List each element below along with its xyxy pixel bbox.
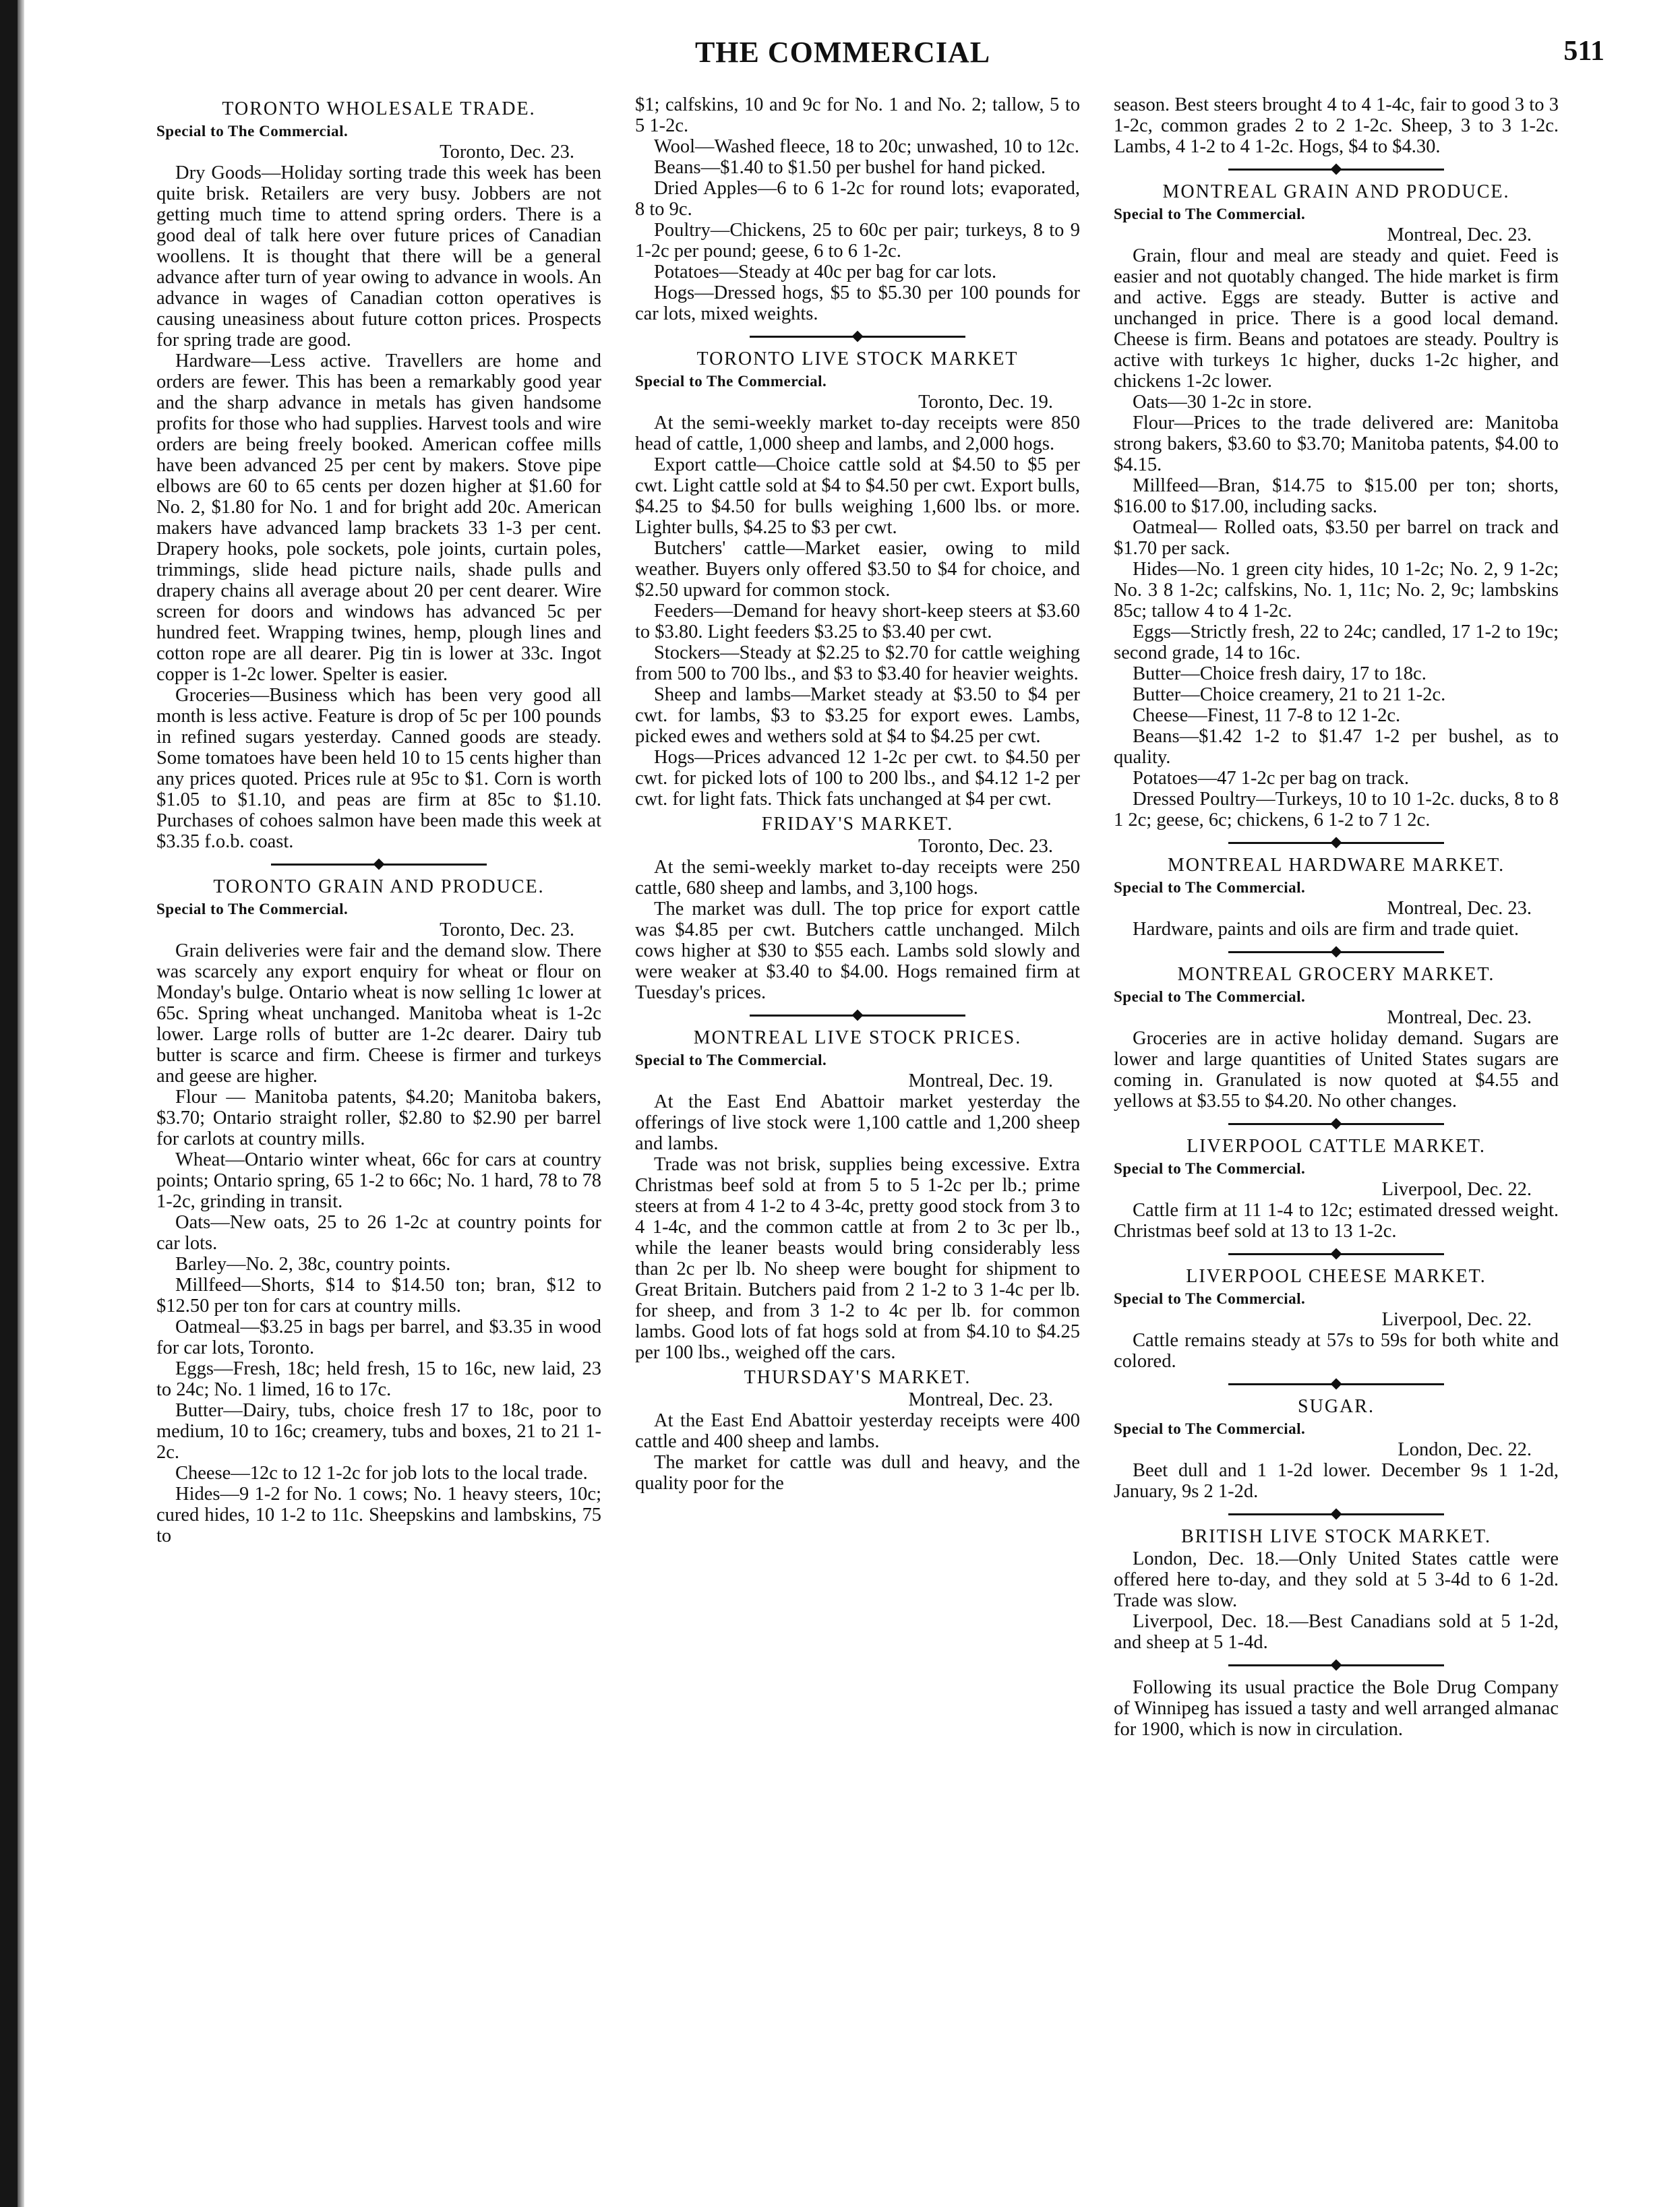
dateline: London, Dec. 22. (1398, 1439, 1532, 1460)
section-divider (635, 1008, 1080, 1022)
scan-border (0, 0, 18, 2207)
dateline: Montreal, Dec. 19. (908, 1070, 1053, 1091)
paragraph: Export cattle—Choice cattle sold at $4.50 to $5 per cwt. Light cattle sold at $4 to $4.50 per cwt. Export bulls, $4.25 to $4.50 for bulls weighing 1,600 lbs. or more. Lighter bulls, $4.25 to $3 per cwt. (635, 454, 1080, 538)
section-heading: MONTREAL GRAIN AND PRODUCE. (1162, 181, 1510, 202)
paragraph: At the East End Abattoir market yesterday the offerings of live stock were 1,100 cattle and 1,200 sheep and lambs. (635, 1091, 1080, 1154)
paragraph: Liverpool, Dec. 18.—Best Canadians sold at 5 1-2d, and sheep at 5 1-4d. (1114, 1611, 1559, 1653)
paragraph: Hardware—Less active. Travellers are home and orders are fewer. This has been a remarkably good year and the sharp advance in metals has given handsome profits for those who had supplies. Harvest tools and wire orders are being freely booked. American coffee mills have been advanced 25 per cent by makers. Stove pipe elbows are 60 to 65 cents per dozen higher at $1.60 for No. 2, $1.80 for No. 1 and for bright add 20c. American makers have advanced lamp brackets 33 1-3 per cent. Drapery hooks, pole sockets, pole joints, curtain poles, trimmings, slide head picture nails, shade pulls and drapery chains all average about 20 per cent dearer. Wire screen for doors and windows has advanced 5c per hundred feet. Wrapping twines, hemp, plough lines and cotton rope are all dearer. Pig tin is lower at 33c. Ingot copper is 1-2c lower. Spelter is easier. (156, 351, 601, 685)
section-heading: LIVERPOOL CATTLE MARKET. (1187, 1136, 1486, 1157)
section-heading: TORONTO WHOLESALE TRADE. (222, 98, 536, 119)
paragraph: Millfeed—Bran, $14.75 to $15.00 per ton; shorts, $16.00 to $17.00, including sacks. (1114, 475, 1559, 517)
page-header (81, 27, 1604, 74)
paragraph: Beans—$1.40 to $1.50 per bushel for hand picked. (654, 157, 1046, 178)
section-divider (635, 330, 1080, 343)
paragraph: Oats—30 1-2c in store. (1133, 392, 1312, 413)
section-heading: SUGAR. (1298, 1396, 1375, 1417)
paragraph: Sheep and lambs—Market steady at $3.50 to $4 per cwt. for lambs, $3 to $3.25 for export ewes. Lambs, picked ewes and wethers sold at $4 to $4.25 per cwt. (635, 684, 1080, 747)
special-correspondent-note: Special to The Commercial. (1114, 206, 1306, 222)
special-correspondent-note: Special to The Commercial. (1114, 879, 1306, 896)
dateline: Liverpool, Dec. 22. (1381, 1309, 1532, 1330)
paragraph: Hogs—Dressed hogs, $5 to $5.30 per 100 pounds for car lots, mixed weights. (635, 282, 1080, 324)
paragraph: Beet dull and 1 1-2d lower. December 9s 1 1-2d, January, 9s 2 1-2d. (1114, 1460, 1559, 1502)
continued-paragraph: season. Best steers brought 4 to 4 1-4c, fair to good 3 to 3 1-2c, common grades 2 to 2 1-2c. Sheep, 3 to 3 1-2c. Lambs, 4 1-2 to 4 1-2c. Hogs, $4 to $4.30. (1114, 94, 1559, 157)
paragraph: Potatoes—Steady at 40c per bag for car lots. (654, 262, 997, 282)
dateline: Toronto, Dec. 23. (440, 142, 574, 162)
paragraph: The market for cattle was dull and heavy, and the quality poor for the (635, 1452, 1080, 1494)
paragraph: At the East End Abattoir yesterday receipts were 400 cattle and 400 sheep and lambs. (635, 1410, 1080, 1452)
section-heading: MONTREAL HARDWARE MARKET. (1167, 855, 1505, 876)
paragraph: Hogs—Prices advanced 12 1-2c per cwt. to $4.50 per cwt. for picked lots of 100 to 200 lbs., and $4.12 1-2 per cwt. for light fats. Thick fats unchanged at $4 per cwt. (635, 747, 1080, 810)
section-heading: TORONTO GRAIN AND PRODUCE. (213, 876, 545, 897)
section-divider (1114, 1117, 1559, 1130)
paragraph: Dried Apples—6 to 6 1-2c for round lots; evaporated, 8 to 9c. (635, 178, 1080, 220)
paragraph: Millfeed—Shorts, $14 to $14.50 ton; bran, $12 to $12.50 per ton for cars at country mills. (156, 1275, 601, 1317)
section-heading: LIVERPOOL CHEESE MARKET. (1186, 1266, 1487, 1287)
section-divider (1114, 1507, 1559, 1521)
paragraph: Grain deliveries were fair and the demand slow. There was scarcely any export enquiry for wheat or flour on Monday's bulge. Ontario wheat is now selling 1c lower at 65c. Spring wheat unchanged. Manitoba wheat is 1-2c lower. Large rolls of butter are 1-2c dearer. Dairy tub butter is scarce and firm. Cheese is firmer and turkeys and geese are higher. (156, 940, 601, 1087)
paragraph: Eggs—Fresh, 18c; held fresh, 15 to 16c, new laid, 23 to 24c; No. 1 limed, 16 to 17c. (156, 1358, 601, 1400)
section-heading: THURSDAY'S MARKET. (744, 1367, 971, 1388)
paragraph: Beans—$1.42 1-2 to $1.47 1-2 per bushel, as to quality. (1114, 726, 1559, 768)
section-divider (1114, 945, 1559, 959)
paragraph: Butchers' cattle—Market easier, owing to mild weather. Buyers only offered $3.50 to $4 for choice, and $2.50 upward for common stock. (635, 538, 1080, 601)
special-correspondent-note: Special to The Commercial. (635, 373, 827, 390)
paragraph: Groceries are in active holiday demand. Sugars are lower and large quantities of United States sugars are coming in. Granulated is now quoted at $4.55 and yellows at $3.55 to $4.20. No other changes. (1114, 1028, 1559, 1112)
section-divider (156, 857, 601, 871)
dateline: Liverpool, Dec. 22. (1381, 1179, 1532, 1200)
paragraph: Butter—Choice creamery, 21 to 21 1-2c. (1133, 684, 1446, 705)
special-correspondent-note: Special to The Commercial. (156, 123, 349, 140)
column-2 (635, 94, 1080, 2171)
paragraph: Cattle firm at 11 1-4 to 12c; estimated dressed weight. Christmas beef sold at 13 to 13 1-2c. (1114, 1200, 1559, 1242)
section-divider (1114, 1377, 1559, 1391)
section-heading: FRIDAY'S MARKET. (761, 814, 954, 835)
paragraph: Cheese—12c to 12 1-2c for job lots to the local trade. (175, 1463, 588, 1484)
special-correspondent-note: Special to The Commercial. (1114, 1290, 1306, 1307)
paragraph: Hides—9 1-2 for No. 1 cows; No. 1 heavy steers, 10c; cured hides, 10 1-2 to 11c. Sheepskins and lambskins, 75 to (156, 1484, 601, 1546)
paragraph: Cattle remains steady at 57s to 59s for both white and colored. (1114, 1330, 1559, 1372)
paragraph: Feeders—Demand for heavy short-keep steers at $3.60 to $3.80. Light feeders $3.25 to $3.40 per cwt. (635, 601, 1080, 642)
section-heading: MONTREAL GROCERY MARKET. (1177, 964, 1495, 985)
paragraph: Stockers—Steady at $2.25 to $2.70 for cattle weighing from 500 to 700 lbs., and $3 to $3.40 for heavier weights. (635, 642, 1080, 684)
paragraph: Groceries—Business which has been very good all month is less active. Feature is drop of 5c per 100 pounds in refined sugars yesterday. Canned goods are steady. Some tomatoes have been held 10 to 15 cents higher than any prices quoted. Prices rule at 95c to $1. Corn is worth $1.05 to $1.10, and peas are firm at 85c to $1.10. Purchases of cohoes salmon have been made this week at $3.35 f.o.b. coast. (156, 685, 601, 852)
dateline: Montreal, Dec. 23. (908, 1389, 1053, 1410)
special-correspondent-note: Special to The Commercial. (156, 901, 349, 917)
section-divider (1114, 162, 1559, 176)
section-divider (1114, 1658, 1559, 1672)
dateline: Montreal, Dec. 23. (1387, 224, 1532, 245)
paragraph: Dry Goods—Holiday sorting trade this week has been quite brisk. Retailers are very busy. Jobbers are not getting much time to attend spring orders. There is a good deal of talk here over future prices of Canadian woollens. It is thought that there will be a general advance after turn of year owing to advance in wools. An advance in wages of Canadian cotton operatives is causing uneasiness about future cotton prices. Prospects for spring trade are good. (156, 162, 601, 351)
paragraph: Butter—Dairy, tubs, choice fresh 17 to 18c, poor to medium, 10 to 16c; creamery, tubs and boxes, 21 to 21 1-2c. (156, 1400, 601, 1463)
paragraph: The market was dull. The top price for export cattle was $4.85 per cwt. Butchers cattle unchanged. Milch cows higher at $30 to $55 each. Lambs sold slowly and were weaker at $3.40 to $4.00. Hogs remained firm at Tuesday's prices. (635, 899, 1080, 1003)
column-1 (156, 94, 601, 2171)
paragraph: Oatmeal—$3.25 in bags per barrel, and $3.35 in wood for car lots, Toronto. (156, 1317, 601, 1358)
dateline: Toronto, Dec. 23. (440, 919, 574, 940)
special-correspondent-note: Special to The Commercial. (1114, 1160, 1306, 1177)
paragraph: Wool—Washed fleece, 18 to 20c; unwashed, 10 to 12c. (654, 136, 1079, 157)
page-number: 511 (1563, 36, 1604, 67)
special-correspondent-note: Special to The Commercial. (1114, 1420, 1306, 1437)
paragraph: Following its usual practice the Bole Drug Company of Winnipeg has issued a tasty and well arranged almanac for 1900, which is now in circulation. (1114, 1677, 1559, 1740)
scan-border-shadow (18, 0, 24, 2207)
paragraph: Grain, flour and meal are steady and quiet. Feed is easier and not quotably changed. The hide market is firm and active. Eggs are steady. Butter is active and unchanged in price. There is a good local demand. Cheese is firm. Beans and potatoes are steady. Poultry is active with turkeys 1c higher, ducks 1-2c higher, and chickens 1-2c lower. (1114, 245, 1559, 392)
section-divider (1114, 836, 1559, 849)
dateline: Montreal, Dec. 23. (1387, 1007, 1532, 1028)
continued-paragraph: $1; calfskins, 10 and 9c for No. 1 and No. 2; tallow, 5 to 5 1-2c. (635, 94, 1080, 136)
paragraph: Barley—No. 2, 38c, country points. (175, 1254, 451, 1275)
paragraph: Hides—No. 1 green city hides, 10 1-2c; No. 2, 9 1-2c; No. 3 8 1-2c; calfskins, No. 1, 11c; No. 2, 9c; lambskins 85c; tallow 4 to 4 1-2c. (1114, 559, 1559, 622)
paragraph: Butter—Choice fresh dairy, 17 to 18c. (1133, 663, 1427, 684)
paragraph: Oatmeal— Rolled oats, $3.50 per barrel on track and $1.70 per sack. (1114, 517, 1559, 559)
paragraph: At the semi-weekly market to-day receipts were 250 cattle, 680 sheep and lambs, and 3,100 hogs. (635, 857, 1080, 899)
paragraph: Potatoes—47 1-2c per bag on track. (1133, 768, 1409, 789)
paragraph: Poultry—Chickens, 25 to 60c per pair; turkeys, 8 to 9 1-2c per pound; geese, 6 to 6 1-2c. (635, 220, 1080, 262)
paragraph: Trade was not brisk, supplies being excessive. Extra Christmas beef sold at from 5 to 5 1-2c per lb.; prime steers at from 4 1-2 to 4 3-4c, pretty good stock from 3 to 4 1-4c, and the common cattle at from 2 to 3c per lb., while the leaner beasts would bring considerably less than 2c per lb. No sheep were bought for shipment to Great Britain. Butchers paid from 2 1-2 to 3 1-4c per lb. for sheep, and from 3 1-2 to 4c per lb. for common lambs. Good lots of fat hogs sold at from $4.10 to $4.25 per 100 lbs., weighed off the cars. (635, 1154, 1080, 1363)
paragraph: Flour — Manitoba patents, $4.20; Manitoba bakers, $3.70; Ontario straight roller, $2.80 to $2.90 per barrel for carlots at country mills. (156, 1087, 601, 1149)
special-correspondent-note: Special to The Commercial. (1114, 988, 1306, 1005)
column-3 (1114, 94, 1559, 2171)
paragraph: Wheat—Ontario winter wheat, 66c for cars at country points; Ontario spring, 65 1-2 to 66c; No. 1 hard, 78 to 78 1-2c, grinding in transit. (156, 1149, 601, 1212)
section-heading: TORONTO LIVE STOCK MARKET (696, 349, 1019, 369)
page-title: THE COMMERCIAL (694, 36, 991, 69)
section-heading: MONTREAL LIVE STOCK PRICES. (693, 1027, 1022, 1048)
section-divider (1114, 1247, 1559, 1261)
dateline: Toronto, Dec. 19. (918, 392, 1053, 413)
dateline: Toronto, Dec. 23. (918, 836, 1053, 857)
paragraph: London, Dec. 18.—Only United States cattle were offered here to-day, and they sold at 5 3-4d to 6 1-2d. Trade was slow. (1114, 1548, 1559, 1611)
dateline: Montreal, Dec. 23. (1387, 898, 1532, 919)
paragraph: Flour—Prices to the trade delivered are: Manitoba strong bakers, $3.60 to $3.70; Manitoba patents, $4.00 to $4.15. (1114, 413, 1559, 475)
paragraph: Dressed Poultry—Turkeys, 10 to 10 1-2c. ducks, 8 to 8 1 2c; geese, 6c; chickens, 6 1-2 to 7 1 2c. (1114, 789, 1559, 830)
section-heading: BRITISH LIVE STOCK MARKET. (1180, 1526, 1492, 1547)
paragraph: Oats—New oats, 25 to 26 1-2c at country points for car lots. (156, 1212, 601, 1254)
paragraph: Eggs—Strictly fresh, 22 to 24c; candled, 17 1-2 to 19c; second grade, 14 to 16c. (1114, 622, 1559, 663)
paragraph: Hardware, paints and oils are firm and trade quiet. (1133, 919, 1519, 940)
paragraph: Cheese—Finest, 11 7-8 to 12 1-2c. (1133, 705, 1401, 726)
special-correspondent-note: Special to The Commercial. (635, 1052, 827, 1068)
paragraph: At the semi-weekly market to-day receipts were 850 head of cattle, 1,000 sheep and lambs, and 2,000 hogs. (635, 413, 1080, 454)
